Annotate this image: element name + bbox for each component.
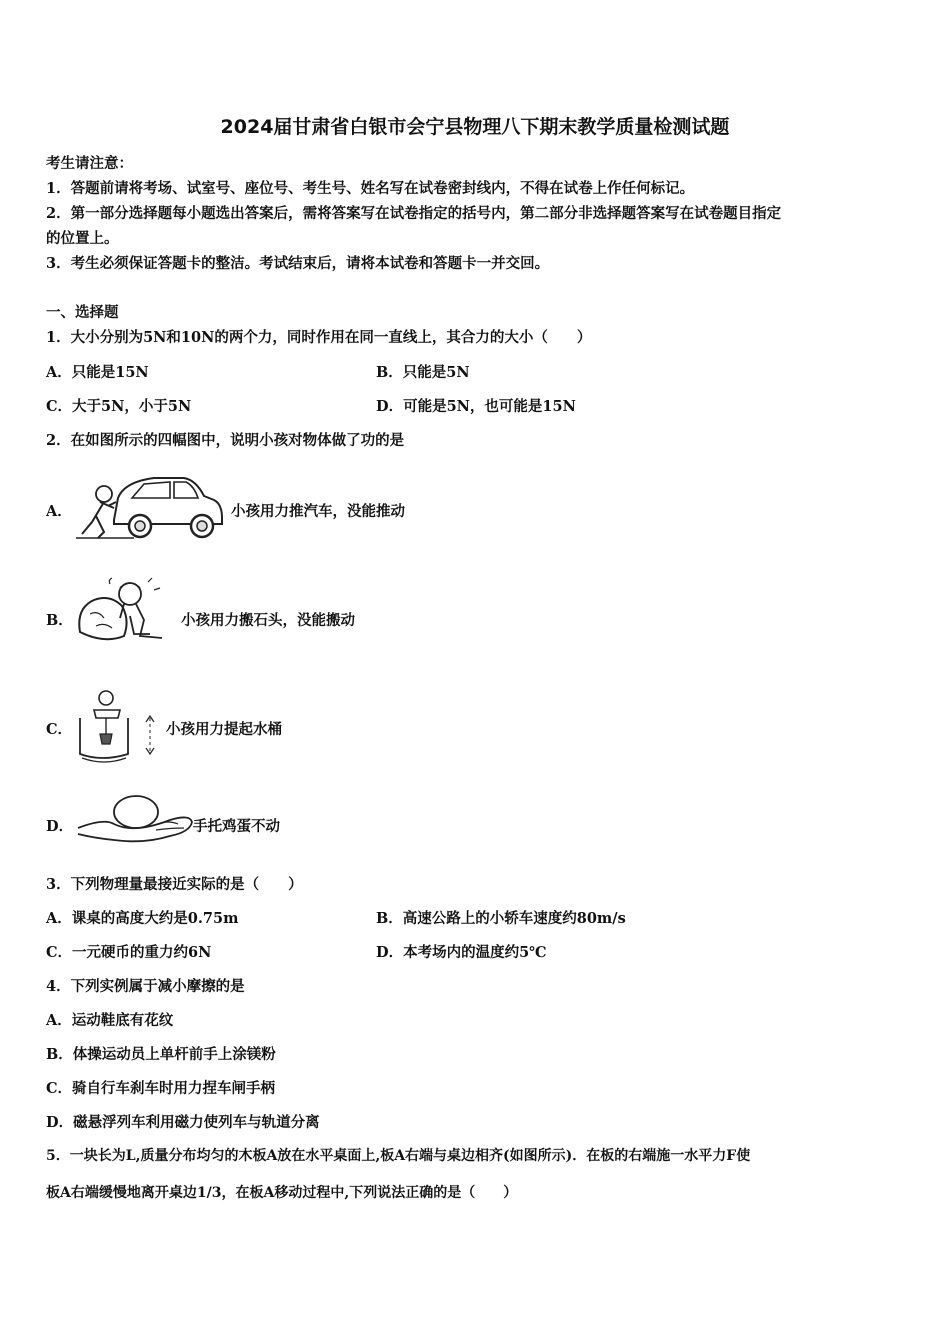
q4-option-c: C．骑自行车刹车时用力捏车闸手柄: [46, 1080, 276, 1097]
q2-option-c-text: 小孩用力提起水桶: [166, 721, 282, 738]
q4-option-a: A．运动鞋底有花纹: [46, 1012, 174, 1029]
notice-item-2: 2．第一部分选择题每小题选出答案后，需将答案写在试卷指定的括号内，第二部分非选择题答案写在试卷题目指定: [46, 205, 782, 222]
q2-option-a-letter: A．: [46, 503, 72, 520]
q2-option-b-letter: B．: [46, 612, 73, 629]
q3-option-d: D．本考场内的温度约5℃: [376, 944, 547, 961]
q4-stem: 4．下列实例属于减小摩擦的是: [46, 978, 245, 995]
q2-stem: 2．在如图所示的四幅图中，说明小孩对物体做了功的是: [46, 432, 405, 449]
q2-option-b-text: 小孩用力搬石头，没能搬动: [181, 612, 355, 629]
q2-option-d-letter: D．: [46, 818, 74, 835]
q1-option-d: D．可能是5N，也可能是15N: [376, 398, 576, 415]
q2-option-c-letter: C．: [46, 721, 73, 738]
q3-option-a: A．课桌的高度大约是0.75m: [46, 910, 239, 927]
q1-option-a: A．只能是15N: [46, 364, 149, 381]
q1-option-c: C．大于5N，小于5N: [46, 398, 192, 415]
child-lifting-rock-image: [74, 574, 176, 646]
q1-stem: 1．大小分别为5N和10N的两个力，同时作用在同一直线上，其合力的大小（ ）: [46, 329, 592, 346]
notice-item-3: 3．考生必须保证答题卡的整洁。考试结束后，请将本试卷和答题卡一并交回。: [46, 255, 550, 272]
q5-stem-line-1: 5．一块长为L,质量分布均匀的木板A放在水平桌面上,板A右端与桌边相齐(如图所示)．在板的右端施一水平力F使: [46, 1148, 751, 1164]
child-pushing-car-image: [74, 468, 226, 544]
q3-option-c: C．一元硬币的重力约6N: [46, 944, 212, 961]
q3-stem: 3．下列物理量最接近实际的是（ ）: [46, 876, 303, 893]
section-title: 一、选择题: [46, 304, 119, 321]
q3-option-b: B．高速公路上的小轿车速度约80m/s: [376, 910, 626, 927]
notice-heading: 考生请注意：: [46, 155, 133, 172]
q4-option-d: D．磁悬浮列车利用磁力使列车与轨道分离: [46, 1114, 320, 1131]
q1-option-b: B．只能是5N: [376, 364, 470, 381]
page-title: 2024届甘肃省白银市会宁县物理八下期末教学质量检测试题: [220, 116, 730, 138]
q5-stem-line-2: 板A右端缓慢地离开桌边1/3，在板A移动过程中,下列说法正确的是（ ）: [46, 1185, 518, 1201]
q4-option-b: B．体操运动员上单杆前手上涂镁粉: [46, 1046, 276, 1063]
q2-option-a-text: 小孩用力推汽车，没能推动: [231, 503, 405, 520]
notice-item-2-cont: 的位置上。: [46, 230, 119, 247]
notice-item-1: 1．答题前请将考场、试室号、座位号、考生号、姓名写在试卷密封线内，不得在试卷上作任何标记。: [46, 180, 695, 197]
q2-option-d-text: 手托鸡蛋不动: [193, 818, 280, 835]
child-lifting-bucket-image: [72, 688, 162, 764]
hand-holding-egg-image: [74, 790, 194, 846]
